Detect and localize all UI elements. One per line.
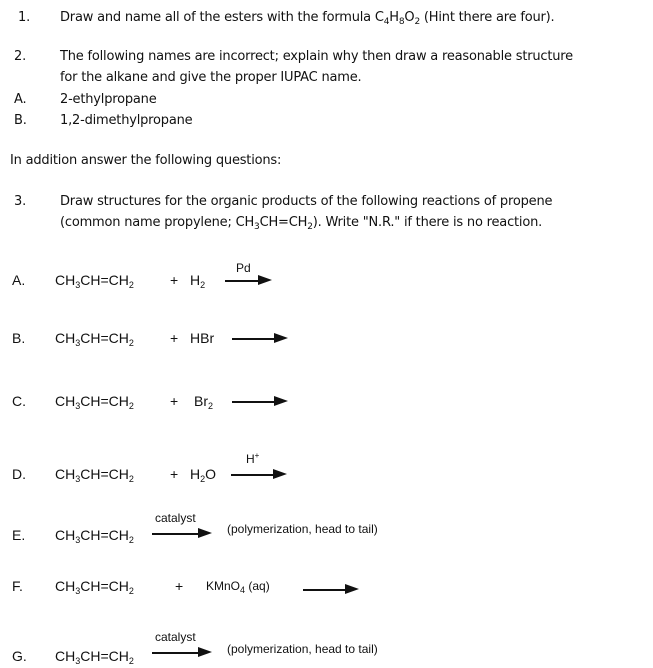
reaction-e-propene: $CH_3CH=CH_2$ [55, 527, 134, 545]
intro-text: In addition answer the following questions: [10, 153, 282, 168]
reaction-c-label: C. [12, 393, 26, 409]
reaction-b-arrow [232, 329, 288, 349]
reaction-d-label: D. [12, 466, 26, 482]
reaction-e-note: (polymerization, head to tail) [227, 522, 378, 536]
reaction-d-propene: $CH_3CH=CH_2$ [55, 466, 134, 484]
q2b-text: 1,2-dimethylpropane [60, 113, 193, 128]
reaction-d-reagent: $H_2O$ [190, 466, 217, 484]
reaction-a-catalyst: Pd [236, 261, 251, 275]
q2a-text: 2-ethylpropane [60, 92, 157, 107]
q2a-label: A. [14, 92, 27, 107]
reaction-c-arrow [232, 392, 288, 412]
reaction-g-propene: $CH_3CH=CH_2$ [55, 648, 134, 666]
reaction-c-propene: $CH_3CH=CH_2$ [55, 393, 134, 411]
q2-line2: for the alkane and give the proper IUPAC name. [60, 70, 362, 85]
reaction-a-arrow [225, 271, 272, 291]
q3-line1: Draw structures for the organic products of the following reactions of propene [60, 194, 553, 209]
q1-text: Draw and name all of the esters with the formula $C_4H_8O_2$ (Hint there are four). [60, 10, 555, 27]
reaction-e-label: E. [12, 527, 26, 543]
reaction-b-label: B. [12, 330, 26, 346]
q3-number: 3. [14, 194, 27, 209]
reaction-f-reagent: KMnO$_4$ (aq) [206, 579, 270, 595]
reaction-c-plus: + [170, 393, 179, 409]
reaction-d-arrow [231, 465, 287, 485]
reaction-d-plus: + [170, 466, 179, 482]
reaction-b-propene: $CH_3CH=CH_2$ [55, 330, 134, 348]
reaction-f-arrow [303, 580, 359, 600]
reaction-g-catalyst: catalyst [155, 630, 196, 644]
reaction-a-propene: $CH_3CH=CH_2$ [55, 272, 134, 290]
reaction-f-label: F. [12, 578, 23, 594]
q3-line2: (common name propylene; $CH_3CH=CH_2$). Write "N.R." if there is no reaction. [60, 215, 543, 232]
reaction-g-note: (polymerization, head to tail) [227, 642, 378, 656]
reaction-a-plus: + [170, 272, 179, 288]
q2b-label: B. [14, 113, 27, 128]
reaction-c-reagent: $Br_2$ [194, 393, 214, 411]
reaction-g-label: G. [12, 648, 27, 664]
reaction-e-catalyst: catalyst [155, 511, 196, 525]
reaction-f-propene: $CH_3CH=CH_2$ [55, 578, 134, 596]
reaction-a-reagent: $H_2$ [190, 272, 206, 290]
reaction-f-plus: + [175, 578, 184, 594]
reaction-a-label: A. [12, 272, 26, 288]
q2-number: 2. [14, 49, 27, 64]
reaction-d-catalyst: H+ [246, 451, 260, 466]
reaction-b-plus: + [170, 330, 179, 346]
q1-number: 1. [18, 10, 31, 25]
reaction-e-arrow [152, 524, 212, 544]
reaction-b-reagent: HBr [190, 330, 215, 346]
q2-line1: The following names are incorrect; explain why then draw a reasonable structure [60, 49, 573, 64]
reaction-g-arrow [152, 643, 212, 663]
